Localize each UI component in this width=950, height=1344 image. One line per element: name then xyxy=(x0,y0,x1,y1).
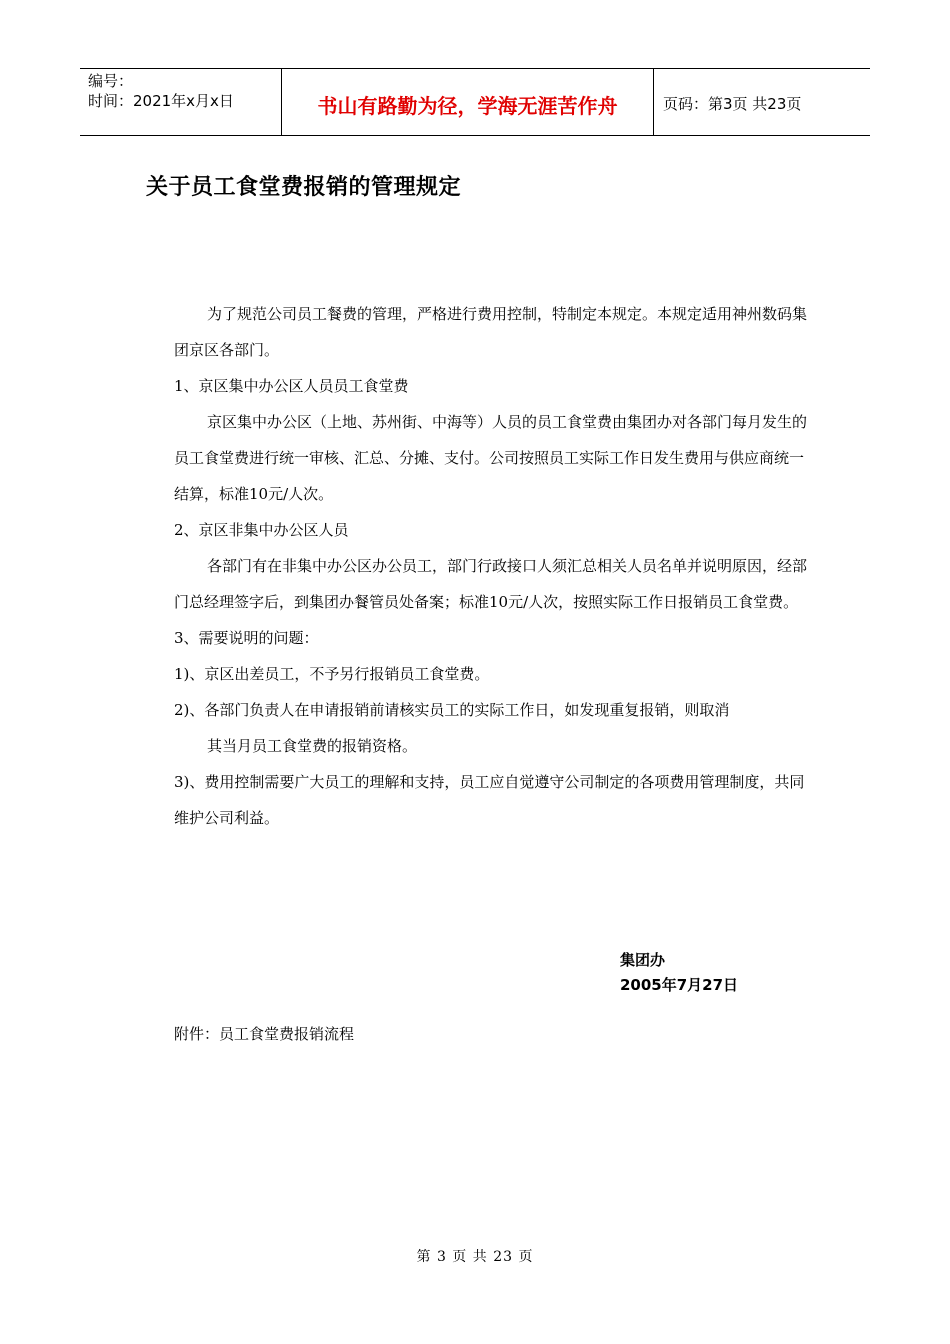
list-item-3: 3)、费用控制需要广大员工的理解和支持，员工应自觉遵守公司制定的各项费用管理制度，共同维护公司利益。 xyxy=(174,773,805,827)
document-body xyxy=(174,296,810,836)
date-label: 时间：2021年x月x日 xyxy=(88,92,234,110)
signature-date: 2005年7月27日 xyxy=(620,976,739,994)
list-item-2: 2)、各部门负责人在申请报销前请核实员工的实际工作日，如发现重复报销，则取消 xyxy=(174,701,730,719)
signature-org: 集团办 xyxy=(620,951,666,969)
paragraph-intro: 为了规范公司员工餐费的管理，严格进行费用控制，特制定本规定。本规定适用神州数码集团京区各部门。 xyxy=(174,305,808,359)
document-title: 关于员工食堂费报销的管理规定 xyxy=(146,175,462,200)
signature-block xyxy=(620,948,738,998)
header-motto: 书山有路勤为径，学海无涯苦作舟 xyxy=(282,69,654,135)
header-table xyxy=(80,68,870,136)
paragraph-section-2: 各部门有在非集中办公区办公员工，部门行政接口人须汇总相关人员名单并说明原因，经部门总经理签字后，到集团办餐管员处备案；标准10元/人次，按照实际工作日报销员工食堂费。 xyxy=(174,557,808,611)
list-item-1: 1)、京区出差员工，不予另行报销员工食堂费。 xyxy=(174,665,490,683)
list-item-2-continuation: 其当月员工食堂费的报销资格。 xyxy=(207,737,418,755)
number-label: 编号： xyxy=(88,72,134,90)
header-meta xyxy=(80,69,282,135)
section-heading-2: 2、京区非集中办公区人员 xyxy=(174,521,349,539)
section-heading-1: 1、京区集中办公区人员员工食堂费 xyxy=(174,377,409,395)
attachment-note: 附件：员工食堂费报销流程 xyxy=(174,1025,355,1043)
header-page-info: 页码：第3页 共23页 xyxy=(663,94,802,113)
page-footer: 第 3 页 共 23 页 xyxy=(416,1249,534,1265)
section-heading-3: 3、需要说明的问题： xyxy=(174,629,319,647)
paragraph-section-1: 京区集中办公区（上地、苏州街、中海等）人员的员工食堂费由集团办对各部门每月发生的员工食堂费进行统一审核、汇总、分摊、支付。公司按照员工实际工作日发生费用与供应商统一结算，标准10元/人次。 xyxy=(174,413,808,503)
